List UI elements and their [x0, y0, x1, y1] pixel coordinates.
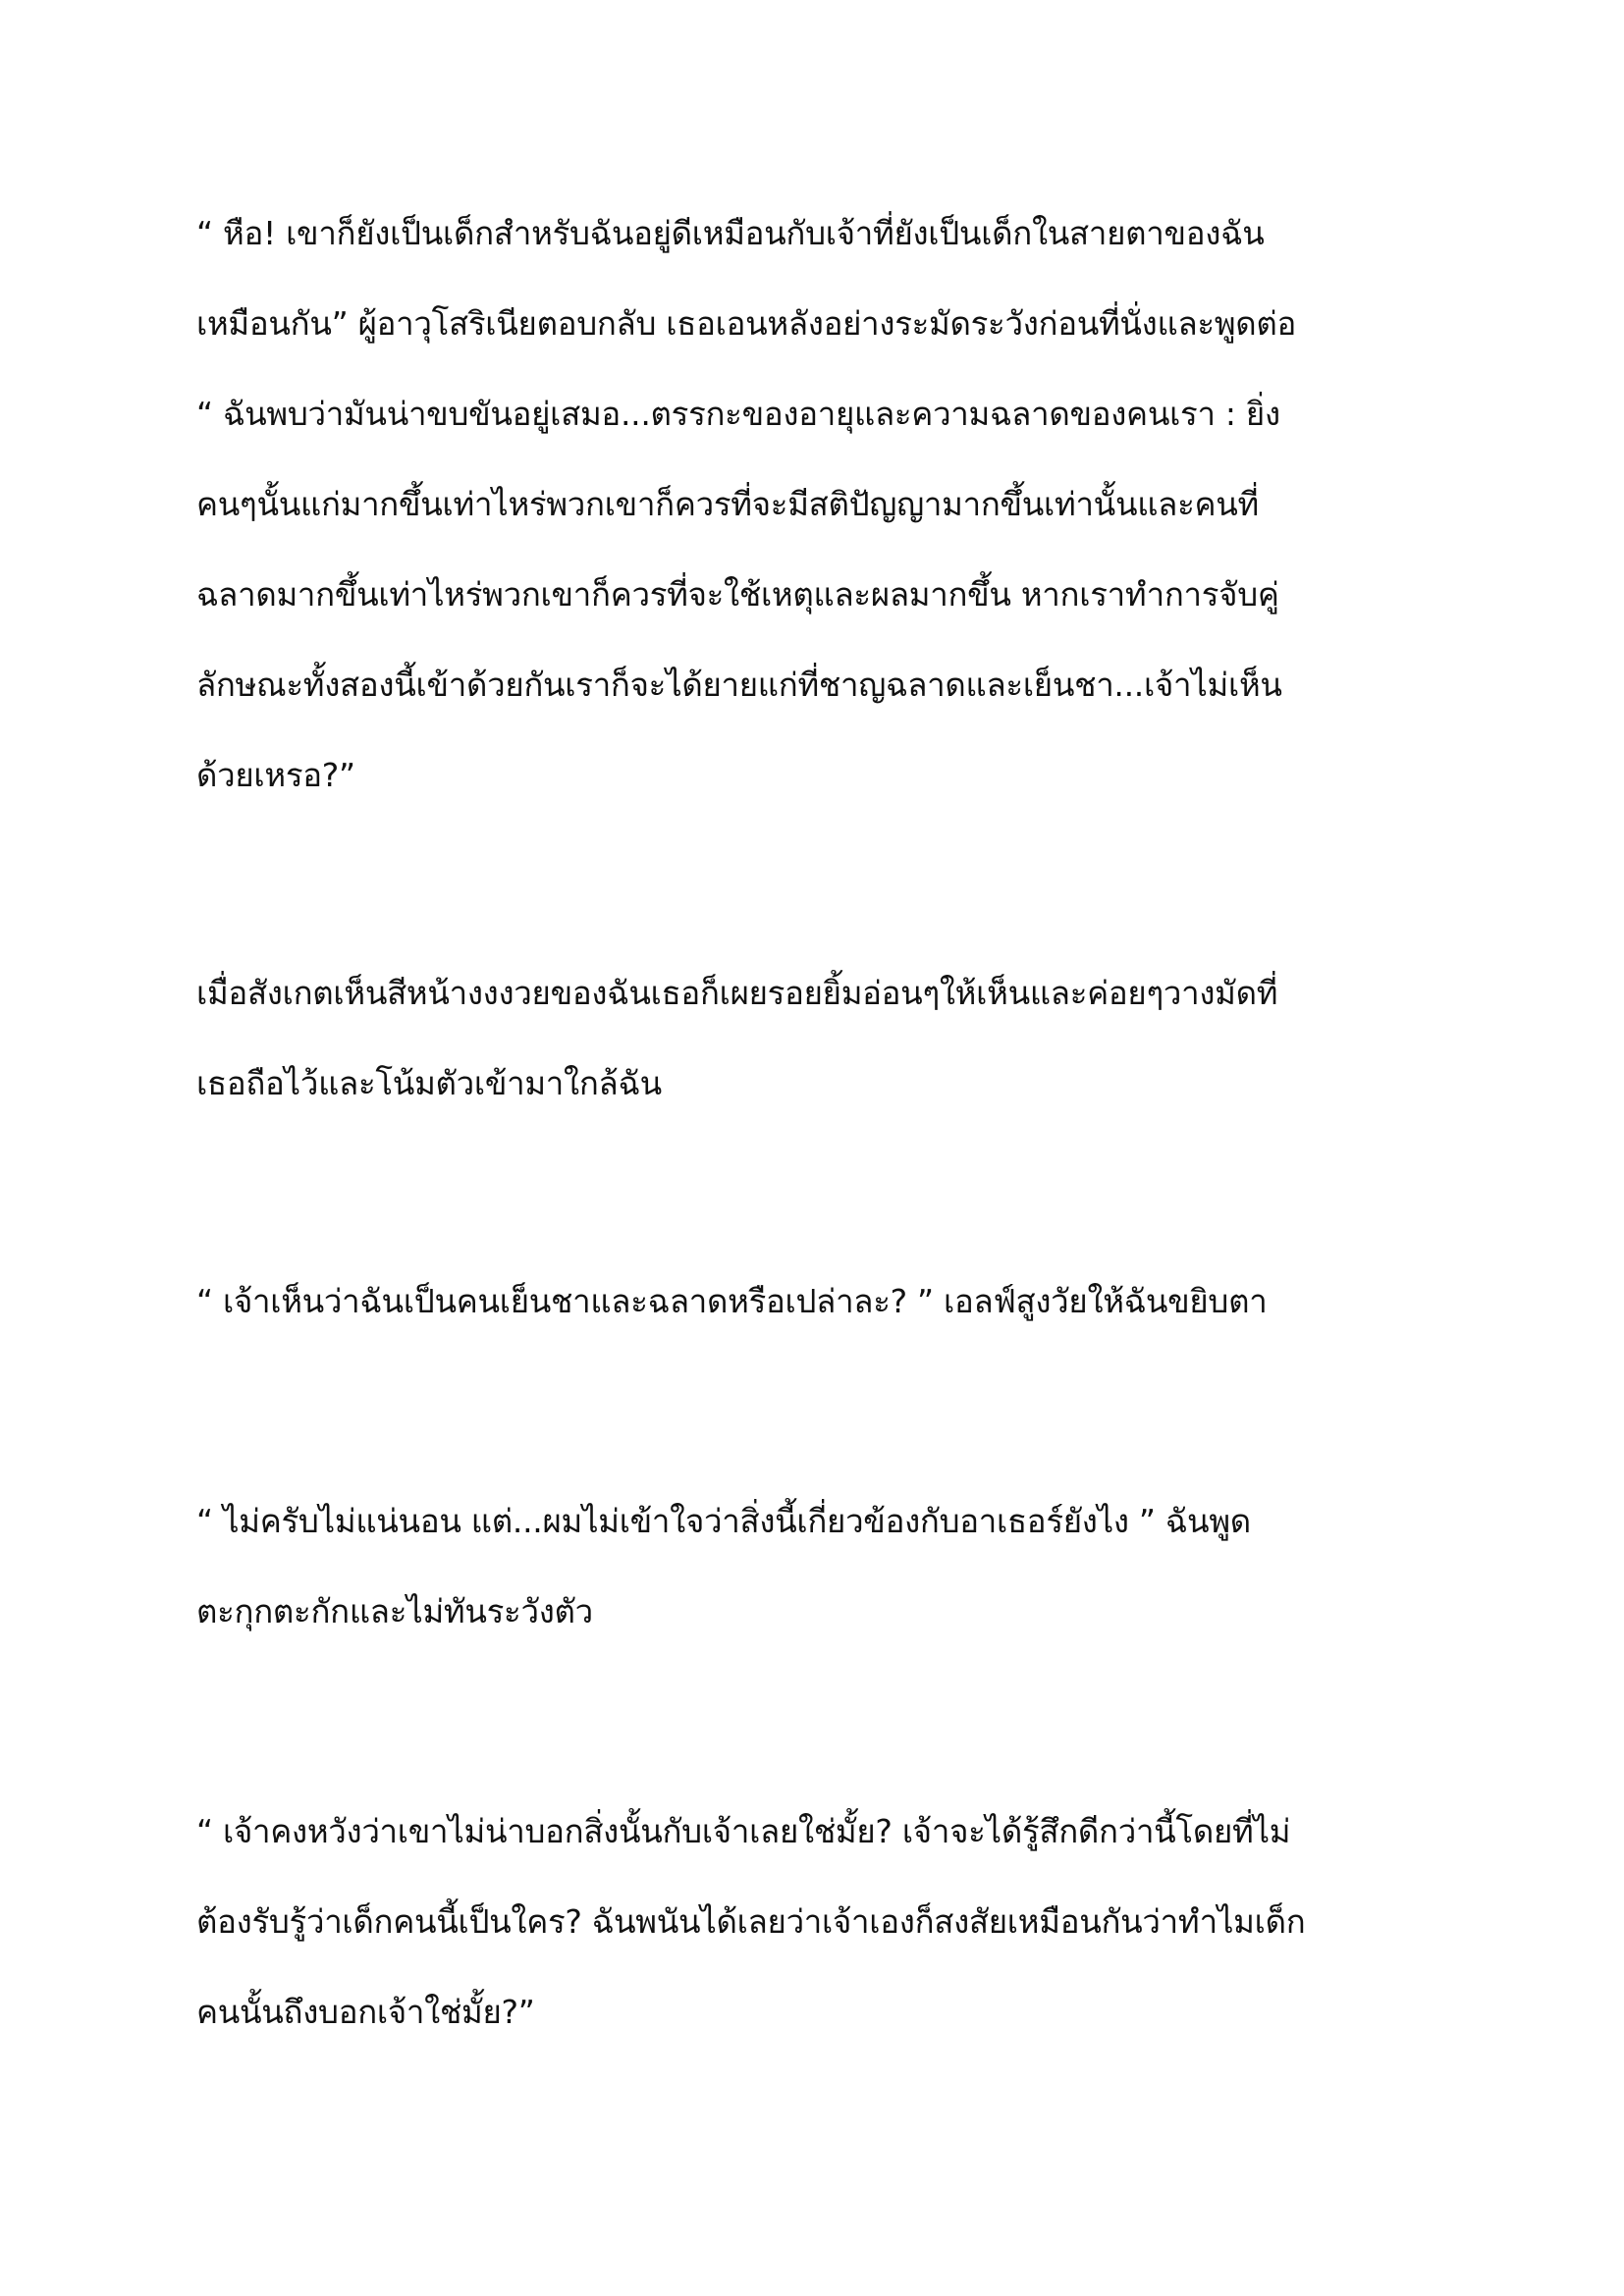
text-line: คนนั้นถึงบอกเจ้าใช่มั้ย?” [196, 1993, 535, 2031]
text-line: เธอถือไว้และโน้มตัวเข้ามาใกล้ฉัน [196, 1064, 662, 1102]
text-line: ต้องรับรู้ว่าเด็กคนนี้เป็นใคร? ฉันพนันได้เลยว่าเจ้าเองก็สงสัยเหมือนกันว่าทำไมเด็ก [196, 1902, 1306, 1941]
text-line: ด้วยเหรอ?” [196, 756, 355, 794]
text-line: ตะกุกตะกักและไม่ทันระวังตัว [196, 1592, 593, 1630]
text-line: ลักษณะทั้งสองนี้เข้าด้วยกันเราก็จะได้ยายแก่ที่ชาญฉลาดและเย็นชา...เจ้าไม่เห็น [196, 666, 1282, 704]
text-line: เมื่อสังเกตเห็นสีหน้างงงวยของฉันเธอก็เผยรอยยิ้มอ่อนๆให้เห็นและค่อยๆวางมัดที่ [196, 974, 1278, 1012]
text-line: “ เจ้าเห็นว่าฉันเป็นคนเย็นชาและฉลาดหรือเปล่าละ? ” เอลฟ์สูงวัยให้ฉันขยิบตา [196, 1282, 1268, 1320]
text-line: คนๆนั้นแก่มากขึ้นเท่าไหร่พวกเขาก็ควรที่จะมีสติปัญญามากขึ้นเท่านั้นและคนที่ [196, 485, 1260, 523]
text-line: “ ไม่ครับไม่แน่นอน แต่...ผมไม่เข้าใจว่าสิ่งนี้เกี่ยวข้องกับอาเธอร์ยังไง ” ฉันพูด [196, 1502, 1251, 1540]
text-line: เหมือนกัน” ผู้อาวุโสริเนียตอบกลับ เธอเอนหลังอย่างระมัดระวังก่อนที่นั่งและพูดต่อ [196, 304, 1297, 343]
text-line: “ ฉันพบว่ามันน่าขบขันอยู่เสมอ...ตรรกะของอายุและความฉลาดของคนเรา : ยิ่ง [196, 395, 1280, 433]
text-line: “ เจ้าคงหวังว่าเขาไม่น่าบอกสิ่งนั้นกับเจ้าเลยใช่มั้ย? เจ้าจะได้รู้สึกดีกว่านี้โดยที่ไม่ [196, 1812, 1291, 1850]
text-line: “ หือ! เขาก็ยังเป็นเด็กสำหรับฉันอยู่ดีเหมือนกับเจ้าที่ยังเป็นเด็กในสายตาของฉัน [196, 214, 1265, 252]
text-line: ฉลาดมากขึ้นเท่าไหร่พวกเขาก็ควรที่จะใช้เหตุและผลมากขึ้น หากเราทำการจับคู่ [196, 575, 1279, 614]
